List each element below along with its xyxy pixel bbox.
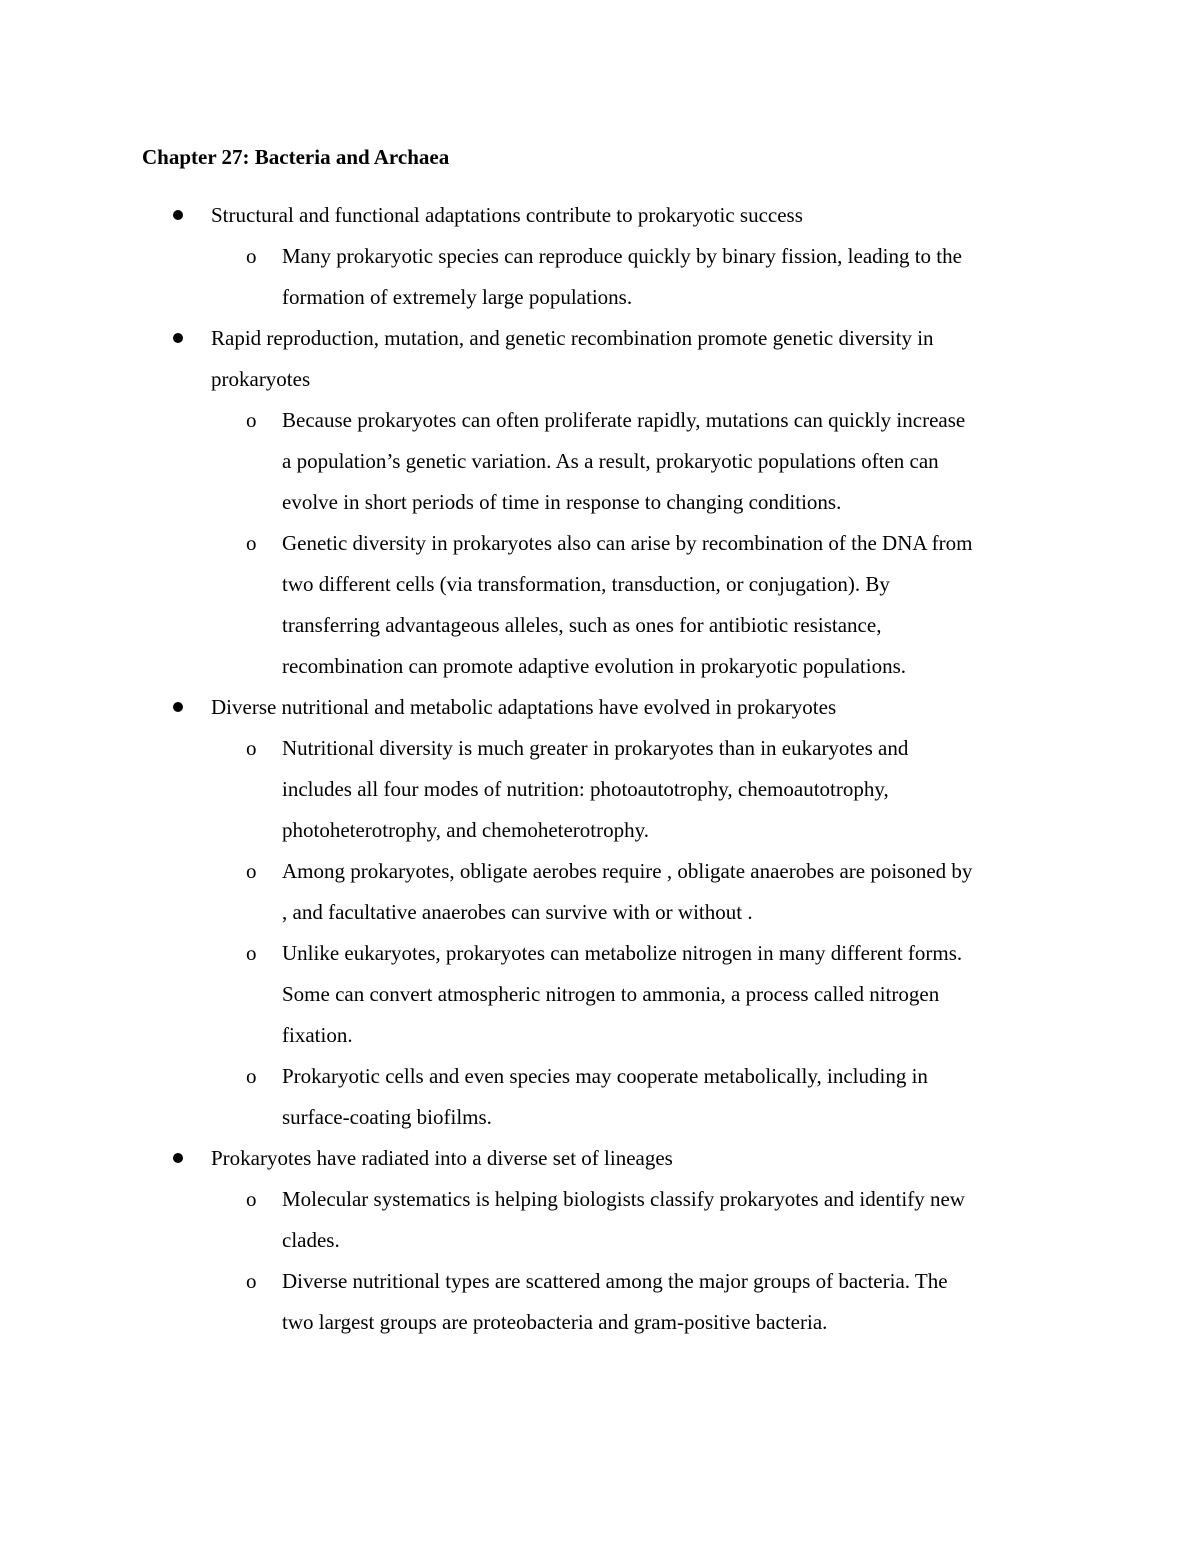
sub-bullet-text: Because prokaryotes can often proliferate rapidly, mutations can quickly increase a population’s genetic variation. As a result, prokaryotic populations often can evolve in short periods of time in response to changing conditions. <box>282 408 966 514</box>
bullet-text: Rapid reproduction, mutation, and genetic recombination promote genetic diversity in prokaryotes <box>211 326 934 391</box>
sub-bullet-text: Unlike eukaryotes, prokaryotes can metabolize nitrogen in many different forms. Some can convert atmospheric nitrogen to ammonia, a process called nitrogen fixation. <box>282 941 963 1047</box>
circle-bullet-icon: o <box>246 736 257 760</box>
bullet-text: Prokaryotes have radiated into a diverse set of lineages <box>211 1146 673 1170</box>
sub-bullet-item <box>246 728 1070 851</box>
sub-bullet-text: Molecular systematics is helping biologists classify prokaryotes and identify new clades. <box>282 1187 965 1252</box>
bullet-item <box>0 1138 1200 1343</box>
bullet-icon <box>173 1153 183 1163</box>
circle-bullet-icon: o <box>246 531 257 555</box>
bullet-icon <box>173 333 183 343</box>
sub-bullet-list <box>211 728 1070 1138</box>
bullet-item <box>0 195 1200 318</box>
bullet-text: Diverse nutritional and metabolic adaptations have evolved in prokaryotes <box>211 695 837 719</box>
sub-bullet-list <box>211 1179 1070 1343</box>
sub-bullet-item <box>246 1261 1070 1343</box>
chapter-title: Chapter 27: Bacteria and Archaea <box>142 145 450 169</box>
sub-bullet-text: Nutritional diversity is much greater in prokaryotes than in eukaryotes and includes all four modes of nutrition: photoautotrophy, chemoautotrophy, photoheterotrophy, and chemoheterotrophy. <box>282 736 909 842</box>
circle-bullet-icon: o <box>246 1064 257 1088</box>
bullet-item <box>0 687 1200 1138</box>
sub-bullet-item <box>246 933 1070 1056</box>
sub-bullet-text: Diverse nutritional types are scattered among the major groups of bacteria. The two largest groups are proteobacteria and gram-positive bacteria. <box>282 1269 948 1334</box>
bullet-item <box>0 318 1200 687</box>
bullet-text: Structural and functional adaptations contribute to prokaryotic success <box>211 203 803 227</box>
circle-bullet-icon: o <box>246 408 257 432</box>
sub-bullet-text: Prokaryotic cells and even species may cooperate metabolically, including in surface-coating biofilms. <box>282 1064 928 1129</box>
sub-bullet-list <box>211 236 1070 318</box>
sub-bullet-text: Many prokaryotic species can reproduce quickly by binary fission, leading to the formation of extremely large populations. <box>282 244 962 309</box>
sub-bullet-list <box>211 400 1070 687</box>
sub-bullet-item <box>246 523 1070 687</box>
sub-bullet-item <box>246 236 1070 318</box>
circle-bullet-icon: o <box>246 941 257 965</box>
circle-bullet-icon: o <box>246 244 257 268</box>
circle-bullet-icon: o <box>246 1187 257 1211</box>
sub-bullet-text: Among prokaryotes, obligate aerobes require , obligate anaerobes are poisoned by , and facultative anaerobes can survive with or without . <box>282 859 973 924</box>
bullet-icon <box>173 702 183 712</box>
circle-bullet-icon: o <box>246 859 257 883</box>
sub-bullet-item <box>246 400 1070 523</box>
circle-bullet-icon: o <box>246 1269 257 1293</box>
sub-bullet-item <box>246 851 1070 933</box>
sub-bullet-item <box>246 1056 1070 1138</box>
sub-bullet-item <box>246 1179 1070 1261</box>
bullet-icon <box>173 210 183 220</box>
sub-bullet-text: Genetic diversity in prokaryotes also can arise by recombination of the DNA from two different cells (via transformation, transduction, or conjugation). By transferring advantageous alleles, such as ones for antibiotic resistance, recombination can promote adaptive evolution in prokaryotic populations. <box>282 531 973 678</box>
main-bullet-list <box>0 195 1200 1343</box>
